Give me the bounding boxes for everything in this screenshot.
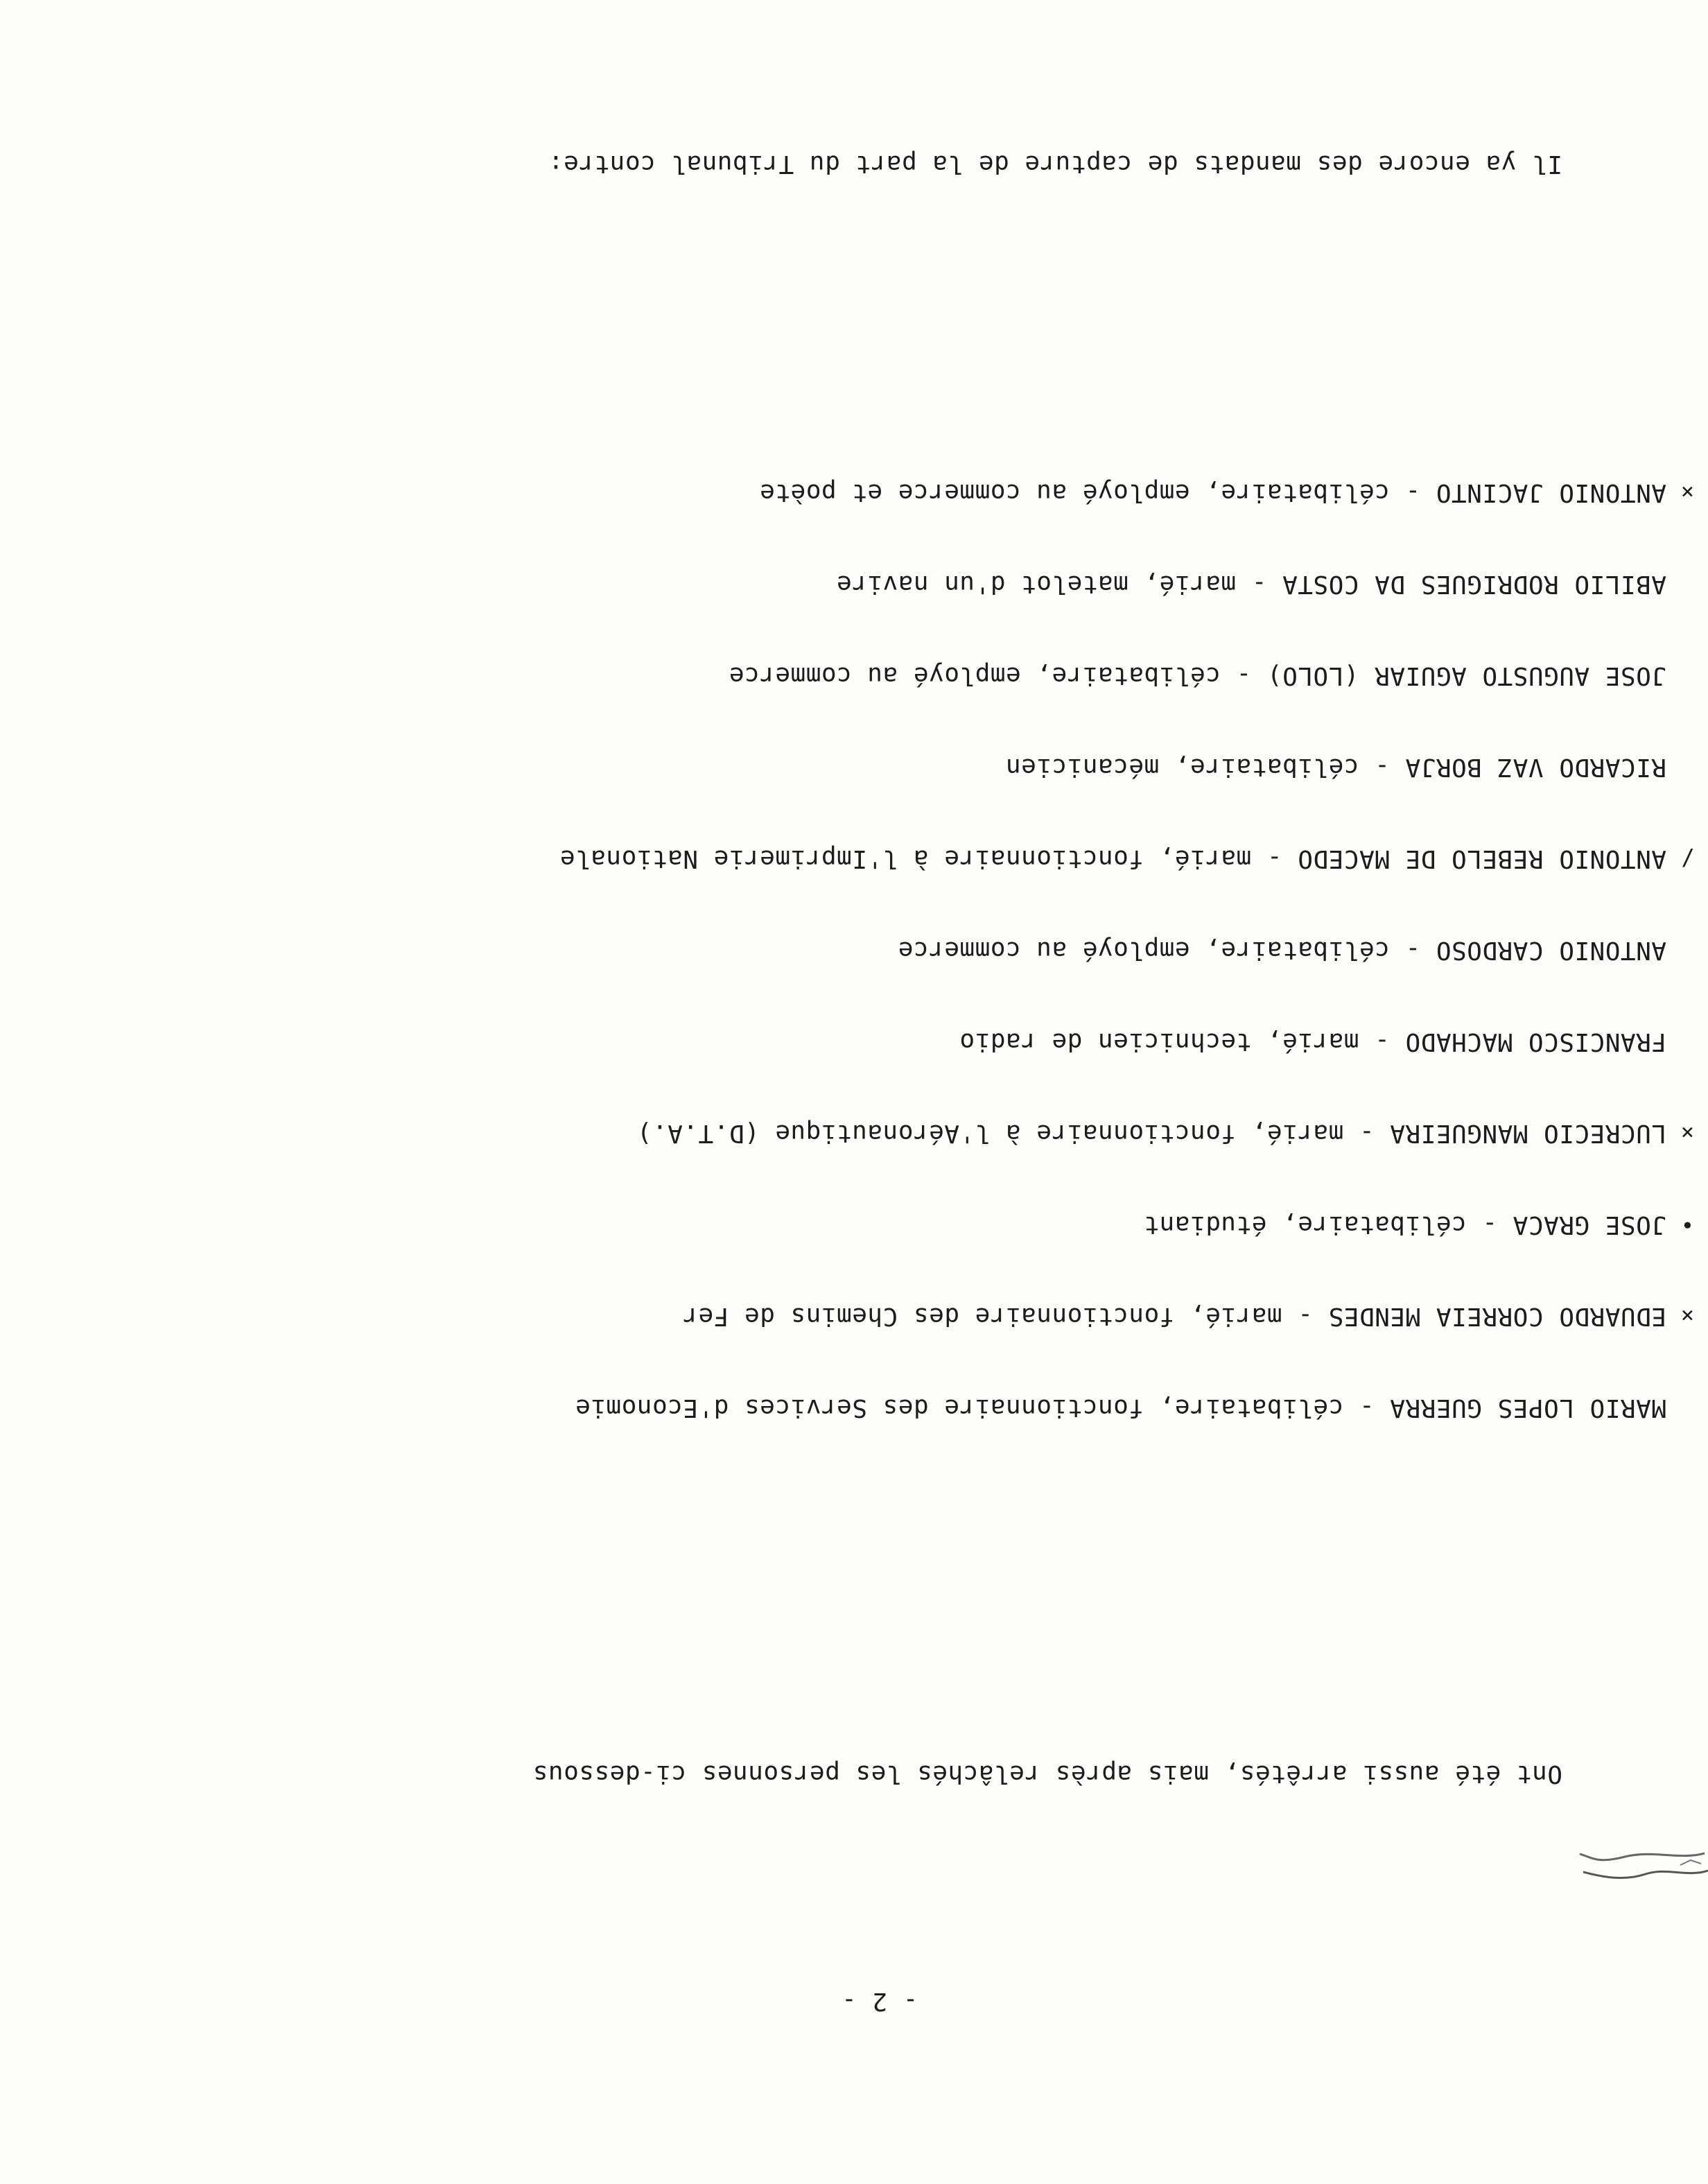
margin-mark: × xyxy=(1680,479,1694,505)
margin-mark: × xyxy=(1680,1120,1694,1146)
margin-mark: × xyxy=(1680,1303,1694,1329)
list-item: • JOSE GRACA - célibataire, étudiant xyxy=(1144,1211,1694,1239)
list-item: ANTONIO CARDOSO - célibataire, employé au commerce xyxy=(898,936,1666,964)
margin-mark: • xyxy=(1680,1211,1694,1238)
released-intro-line: Ont été aussi arrêtés, mais après relâchés les personnes ci-dessous xyxy=(532,1760,1562,1788)
released-intro xyxy=(93,1697,1666,1880)
list-item: MARIO LOPES GUERRA - célibataire, fonctionnaire des Services d'Economie xyxy=(575,1394,1666,1422)
warrants-intro: Il ya encore des mandats de capture de la part du Tribunal contre: xyxy=(548,150,1562,178)
typed-text xyxy=(93,0,1694,2108)
page-number: - 2 - xyxy=(841,1987,918,2016)
list-item: FRANCISCO MACHADO - marié, technicien de radio xyxy=(959,1028,1666,1056)
list-item: ABILIO RODRIGUES DA COSTA - marié, matelot d'un navire xyxy=(836,570,1666,598)
list-item: RICARDO VAZ BORJA - célibataire, mécanicien xyxy=(1005,753,1666,781)
handwritten-scribble-icon xyxy=(1576,1843,1708,1884)
list-item: × EDUARDO CORREIA MENDES - marié, fonctionnaire des Chemins de Fer xyxy=(682,1302,1694,1331)
list-item: × LUCRECIO MANGUEIRA - marié, fonctionnaire à l'Aéronautique (D.T.A.) xyxy=(636,1119,1694,1147)
released-list xyxy=(93,416,1694,1484)
list-item: × ANTONIO JACINTO - célibataire, employé au commerce et poète xyxy=(759,478,1694,507)
margin-mark: / xyxy=(1680,845,1694,872)
list-item: JOSE AUGUSTO AGUIAR (LOLO) - célibataire, employé au commerce xyxy=(729,661,1666,690)
list-item: / ANTONIO REBELO DE MACEDO - marié, fonctionnaire à l'Imprimerie Nationale xyxy=(559,844,1694,873)
